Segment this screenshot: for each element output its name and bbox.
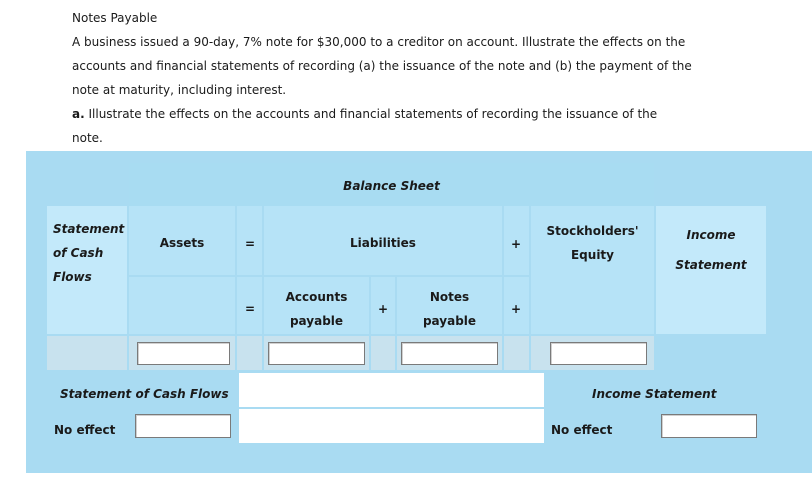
cash-flows-header-line-2: of Cash (53, 246, 104, 260)
plus-entry-cell-2 (504, 336, 529, 370)
part-a-text: Illustrate the effects on the accounts and financial statements of recording the issuance of the (88, 107, 658, 121)
equals-sign-1: = (244, 237, 256, 251)
income-header-line-2: Statement (675, 258, 747, 272)
notes-payable-line-2: payable (422, 314, 477, 328)
problem-body-line-2: accounts and financial statements of recording (a) the issuance of the note and (b) the payment of the (72, 59, 692, 73)
bottom-cash-flows-label: Statement of Cash Flows (60, 387, 229, 401)
bottom-cash-flows-effect: No effect (54, 423, 116, 437)
cash-flows-header-line-3: Flows (53, 270, 92, 284)
part-a-label: a. (72, 107, 85, 121)
assets-label: Assets (159, 236, 205, 250)
accounts-payable-line-1: Accounts (285, 290, 348, 304)
assets-sub-cell (129, 277, 235, 334)
balance-sheet-header: Balance Sheet (343, 179, 440, 193)
assets-input[interactable] (137, 342, 230, 365)
equity-label-line-1: Stockholders' (546, 224, 639, 238)
plus-entry-cell-1 (371, 336, 395, 370)
income-header-line-1: Income (686, 228, 736, 242)
liabilities-label: Liabilities (350, 236, 416, 250)
cash-flows-header-line-1: Statement (53, 222, 125, 236)
plus-sign-2: + (377, 302, 389, 316)
bottom-center-cell-1 (239, 373, 544, 407)
part-a-line-2: note. (72, 131, 103, 145)
problem-body-line-1: A business issued a 90-day, 7% note for $30,000 to a creditor on account. Illustrate the effects on the (72, 35, 686, 49)
equity-input[interactable] (550, 342, 647, 365)
cash-flows-entry-cell (47, 336, 127, 370)
bottom-income-effect: No effect (551, 423, 613, 437)
cash-flows-amount-input[interactable] (135, 414, 231, 438)
bottom-center-cell-2 (239, 409, 544, 443)
plus-sign-1: + (510, 237, 522, 251)
plus-sign-3: + (510, 302, 522, 316)
equity-label-line-2: Equity (570, 248, 614, 262)
equals-entry-cell (237, 336, 262, 370)
equals-sign-2: = (244, 302, 256, 316)
problem-body-line-3: note at maturity, including interest. (72, 83, 287, 97)
problem-title: Notes Payable (72, 11, 158, 25)
part-a-line-1 (72, 107, 657, 121)
bottom-income-label: Income Statement (592, 387, 717, 401)
notes-payable-line-1: Notes (429, 290, 470, 304)
income-amount-input[interactable] (661, 414, 757, 438)
notes-payable-input[interactable] (401, 342, 498, 365)
accounts-payable-input[interactable] (268, 342, 365, 365)
accounts-payable-line-2: payable (289, 314, 344, 328)
